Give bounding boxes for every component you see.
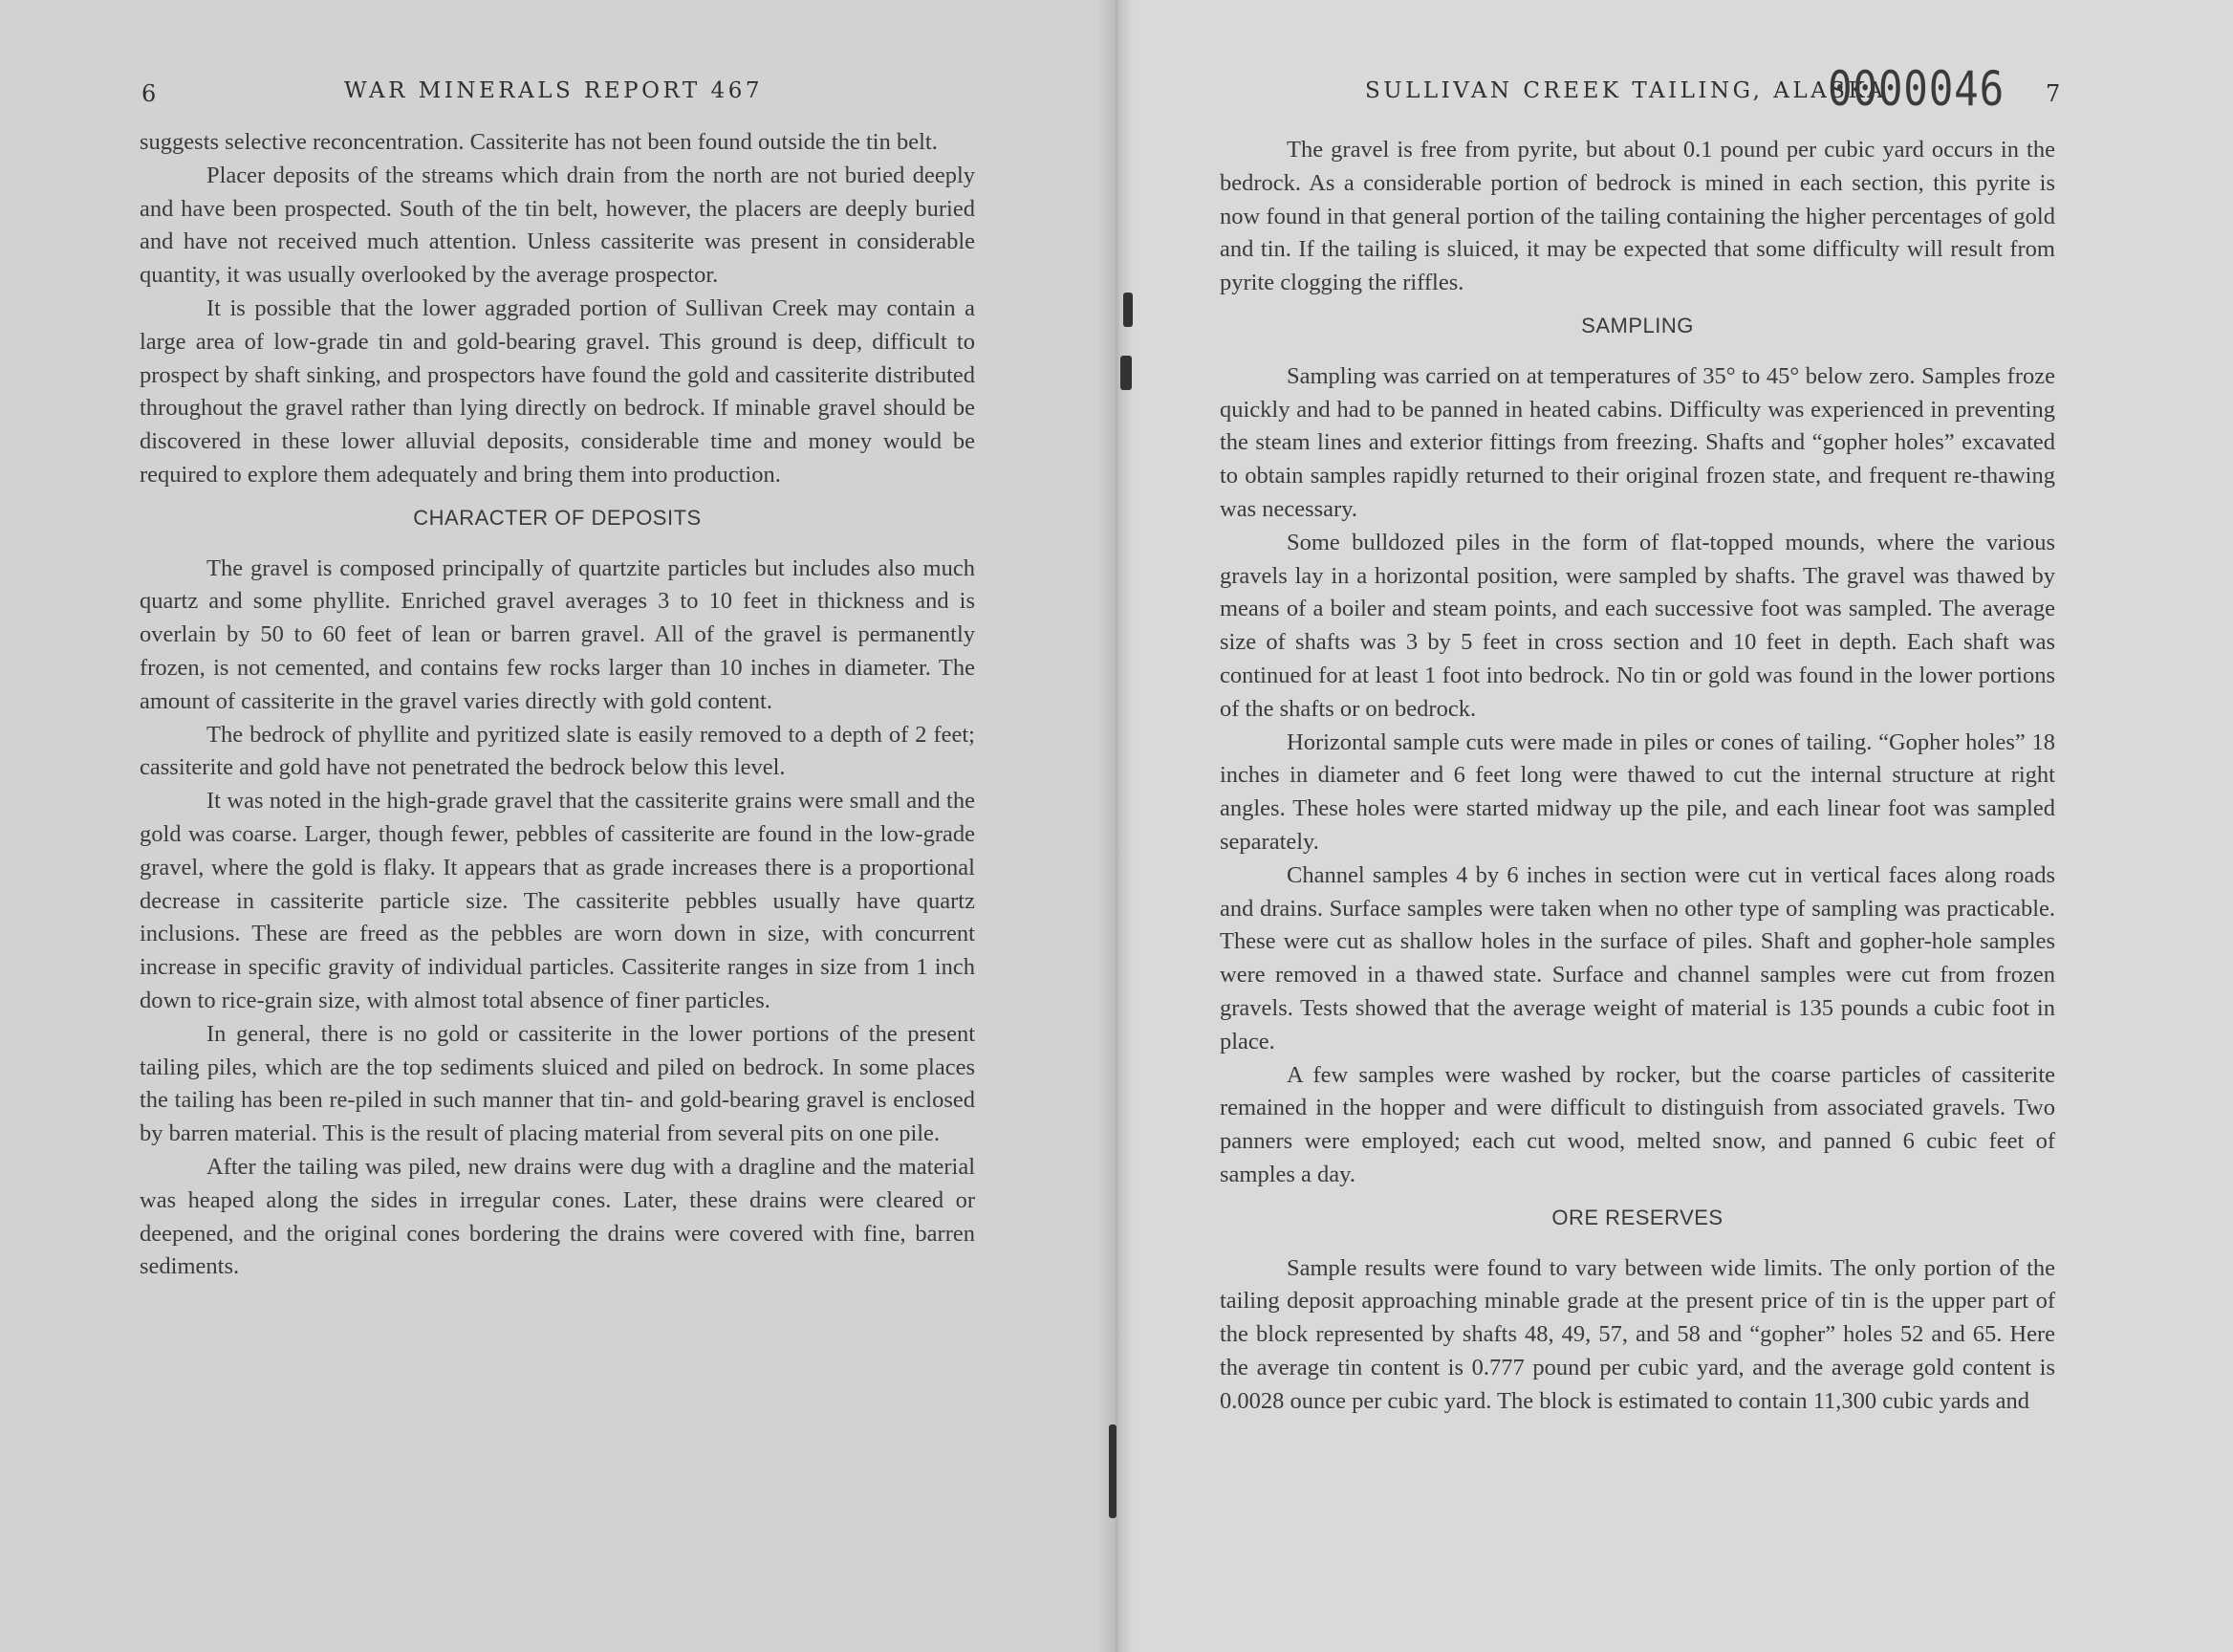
right-running-head: SULLIVAN CREEK TAILING, ALASKA	[1365, 78, 1887, 103]
paragraph: Sample results were found to vary between wide limits. The only portion of the tailing deposit approaching minable grade at the present price of tin is the upper part of the block represented by shafts 48, 49, 57, and 58 and “gopher” holes 52 and 65. Here the average tin content is 0.777 pound per cubic yard, and the average gold content is 0.0028 ounce per cubic yard. The block is estimated to contain 11,300 cubic yards and	[1220, 1254, 2055, 1414]
paragraph: The bedrock of phyllite and pyritized slate is easily removed to a depth of 2 feet; cassiterite and gold have not penetrated the bedrock below this level.	[140, 721, 975, 781]
right-page-number: 7	[2046, 80, 2061, 107]
left-page-body	[140, 126, 975, 1284]
section-heading-sampling: SAMPLING	[1581, 313, 1694, 337]
section-heading-ore-reserves: ORE RESERVES	[1551, 1205, 1724, 1229]
binding-clip-top-lower	[1120, 356, 1132, 390]
left-running-head: WAR MINERALS REPORT 467	[344, 78, 763, 103]
paragraph: Channel samples 4 by 6 inches in section were cut in vertical faces along roads and drains. Surface samples were taken when no other type of sampling was practicable. These were cut as shallow holes in the surface of piles. Shaft and gopher-hole samples were removed in a thawed state. Surface and channel samples were cut from frozen gravels. Tests showed that the average weight of material is 135 pounds a cubic foot in place.	[1220, 861, 2055, 1054]
document-stamp-number: 0000046	[1828, 61, 2005, 117]
left-page-number: 6	[141, 80, 157, 107]
paragraph: It is possible that the lower aggraded portion of Sullivan Creek may contain a large area of low-grade tin and gold-bearing gravel. This ground is deep, difficult to prospect by shaft sinking, and prospectors have found the gold and cassiterite distributed throughout the gravel rather than lying directly on bedrock. If minable gravel should be discovered in these lower alluvial deposits, considerable time and money would be required to explore them adequately and bring them into production.	[140, 294, 975, 488]
paragraph: Some bulldozed piles in the form of flat-topped mounds, where the various gravels lay in a horizontal position, were sampled by shafts. The gravel was thawed by means of a boiler and steam points, and each successive foot was sampled. The average size of shafts was 3 by 5 feet in cross section and 10 feet in depth. Each shaft was continued for at least 1 foot into bedrock. No tin or gold was found in the lower portions of the shafts or on bedrock.	[1220, 529, 2055, 722]
book-gutter	[1099, 0, 1134, 1652]
binding-clip-bottom	[1109, 1424, 1116, 1518]
paragraph: Sampling was carried on at temperatures of 35° to 45° below zero. Samples froze quickly and had to be panned in heated cabins. Difficulty was experienced in preventing the steam lines and exterior fittings from freezing. Shafts and “gopher holes” excavated to obtain samples rapidly returned to their original frozen state, and frequent re-thawing was necessary.	[1220, 362, 2055, 522]
paragraph: suggests selective reconcentration. Cassiterite has not been found outside the tin belt.	[140, 129, 938, 155]
paragraph: It was noted in the high-grade gravel that the cassiterite grains were small and the gold was coarse. Larger, though fewer, pebbles of cassiterite are found in the low-grade gravel, where the gold is flaky. It appears that as grade increases there is a proportional decrease in cassiterite particle size. The cassiterite pebbles usually have quartz inclusions. These are freed as the pebbles are worn down in size, with concurrent increase in specific gravity of individual particles. Cassiterite ranges in size from 1 inch down to rice-grain size, with almost total absence of finer particles.	[140, 788, 975, 1013]
paragraph: Horizontal sample cuts were made in piles or cones of tailing. “Gopher holes” 18 inches in diameter and 6 feet long were thawed to cut the internal structure at right angles. These holes were started midway up the pile, and each linear foot was sampled separately.	[1220, 728, 2055, 855]
paragraph: After the tailing was piled, new drains were dug with a dragline and the material was heaped along the sides in irregular cones. Later, these drains were cleared or deepened, and the original cones bordering the drains were covered with fine, barren sediments.	[140, 1153, 975, 1280]
paragraph: Placer deposits of the streams which drain from the north are not buried deeply and have been prospected. South of the tin belt, however, the placers are deeply buried and have not received much attention. Unless cassiterite was present in considerable quantity, it was usually overlooked by the average prospector.	[140, 162, 975, 289]
paragraph: The gravel is composed principally of quartzite particles but includes also much quartz and some phyllite. Enriched gravel averages 3 to 10 feet in thickness and is overlain by 50 to 60 feet of lean or barren gravel. All of the gravel is permanently frozen, is not cemented, and contains few rocks larger than 10 inches in diameter. The amount of cassiterite in the gravel varies directly with gold content.	[140, 554, 975, 714]
paragraph: In general, there is no gold or cassiterite in the lower portions of the present tailing piles, which are the top sediments sluiced and piled on bedrock. In some places the tailing has been re-piled in such manner that tin- and gold-bearing gravel is enclosed by barren material. This is the result of placing material from several pits on one pile.	[140, 1020, 975, 1147]
right-page-body	[1220, 134, 2055, 1418]
section-heading-character-of-deposits: CHARACTER OF DEPOSITS	[413, 505, 702, 530]
paragraph: The gravel is free from pyrite, but about 0.1 pound per cubic yard occurs in the bedrock. As a considerable portion of bedrock is mined in each section, this pyrite is now found in that general portion of the tailing containing the higher percentages of gold and tin. If the tailing is sluiced, it may be expected that some difficulty will result from pyrite clogging the riffles.	[1220, 137, 2055, 296]
binding-clip-top	[1123, 293, 1133, 327]
paragraph: A few samples were washed by rocker, but the coarse particles of cassiterite remained in the hopper and were difficult to distinguish from associated gravels. Two panners were employed; each cut wood, melted snow, and panned 6 cubic feet of samples a day.	[1220, 1061, 2055, 1187]
